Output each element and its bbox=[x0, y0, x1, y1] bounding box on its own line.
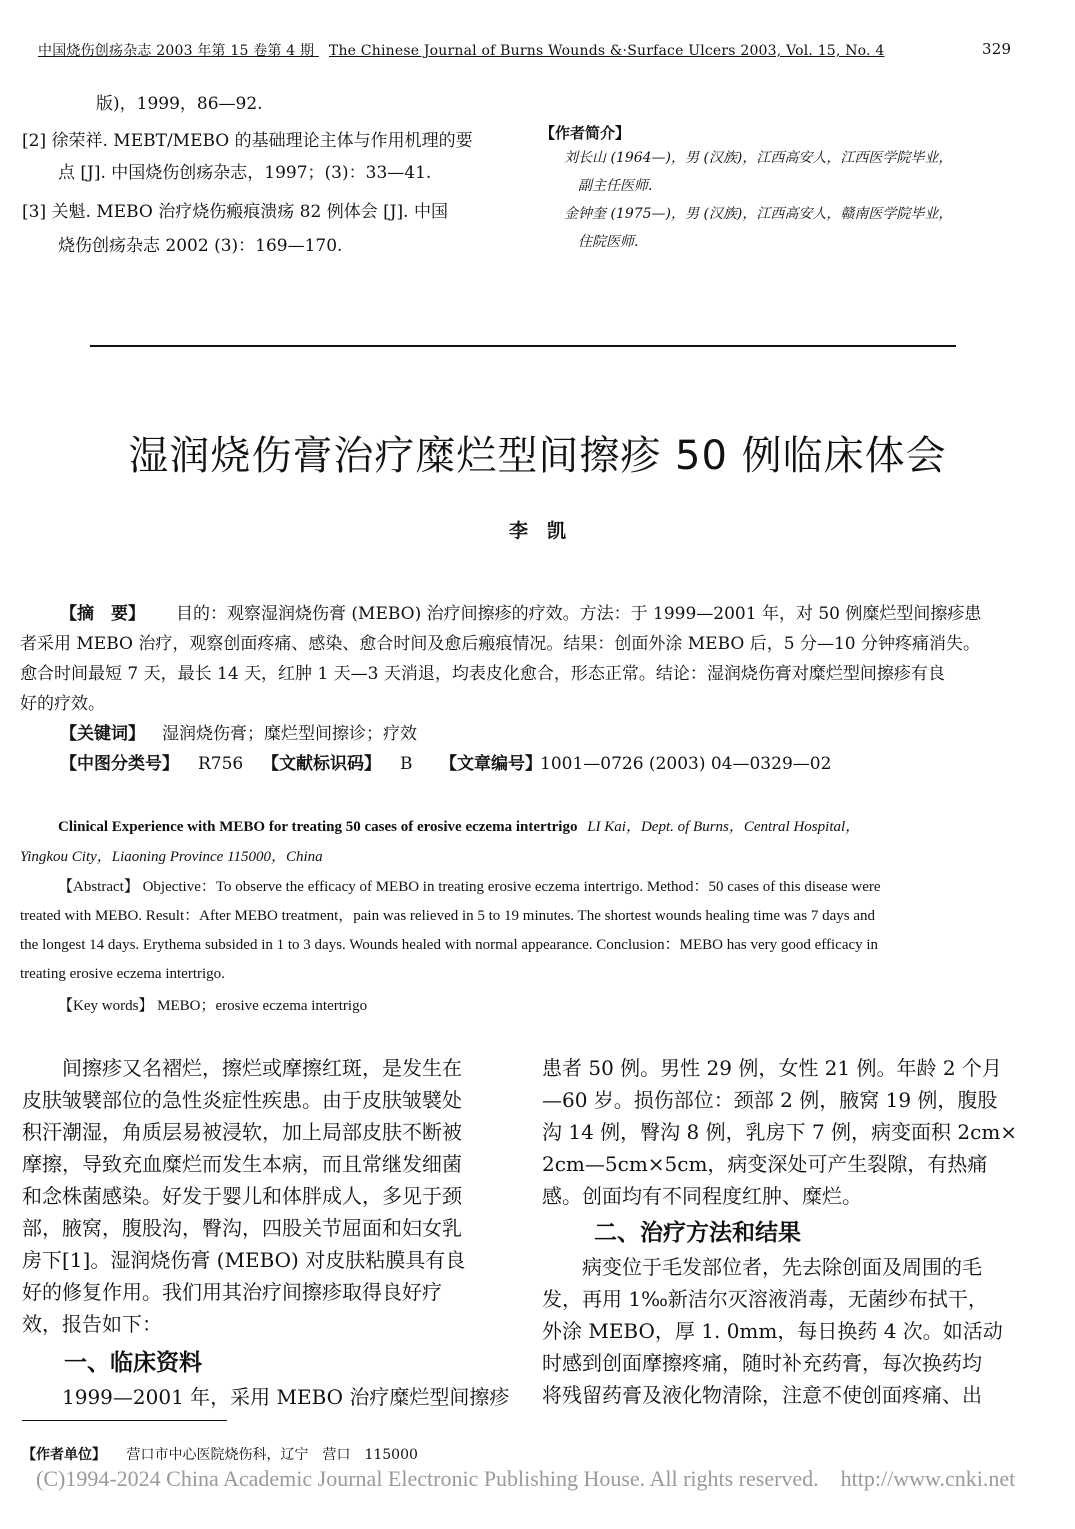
author-bio-line: 副主任医师. bbox=[578, 178, 653, 194]
reference-line: 版)，1999，86—92. bbox=[96, 94, 263, 114]
english-keywords: 【Key words】 MEBO；erosive eczema intertrigo bbox=[58, 998, 368, 1014]
body-left-line: 部，腋窝，腹股沟，臀沟，四股关节屈面和妇女乳 bbox=[22, 1216, 462, 1240]
body-left-line: 皮肤皱襞部位的急性炎症性疾患。由于皮肤皱襞处 bbox=[22, 1088, 462, 1112]
body-left-line: 摩擦，导致充血糜烂而发生本病，而且常继发细菌 bbox=[22, 1152, 462, 1176]
journal-cn: 中国烧伤创疡杂志 2003 年第 15 卷第 4 期 bbox=[38, 43, 315, 59]
reference-line: 烧伤创疡杂志 2002 (3)：169—170. bbox=[58, 236, 343, 256]
body-left-line: 效，报告如下： bbox=[22, 1312, 162, 1336]
article-no-label: 【文章编号】 bbox=[440, 754, 542, 774]
copyright-watermark: (C)1994-2024 China Academic Journal Electronic Publishing House. All rights reserved. http://www.cnki.net bbox=[36, 1466, 1016, 1491]
section-heading-treatment: 二、治疗方法和结果 bbox=[594, 1219, 801, 1246]
body-left-line: 和念株菌感染。好发于婴儿和体胖成人，多见于颈 bbox=[22, 1184, 462, 1208]
body-right-line: 患者 50 例。男性 29 例，女性 21 例。年龄 2 个月 bbox=[542, 1056, 1002, 1080]
body-left-line: 积汗潮湿，角质层易被浸软，加上局部皮肤不断被 bbox=[22, 1120, 462, 1144]
reference-3: [3] 关魁. MEBO 治疗烧伤瘢痕溃疡 82 例体会 [J]. 中国 bbox=[22, 202, 448, 222]
english-abstract-line: the longest 14 days. Erythema subsided in 1 to 3 days. Wounds healed with normal appearance. Conclusion：MEBO has very good efficacy in bbox=[20, 937, 879, 953]
english-abstract-line: treated with MEBO. Result：After MEBO treatment，pain was relieved in 5 to 19 minutes. The shortest wounds healing time was 7 days and bbox=[20, 908, 875, 924]
abstract-label: 【摘 要】 bbox=[60, 604, 145, 624]
body-right-line: 将残留药膏及液化物清除，注意不使创面疼痛、出 bbox=[542, 1383, 982, 1407]
footnote-text: 营口市中心医院烧伤科，辽宁 营口 115000 bbox=[126, 1447, 418, 1463]
doc-code-label: 【文献标识码】 bbox=[262, 754, 381, 774]
body-right-line: 感。创面均有不同程度红肿、糜烂。 bbox=[542, 1184, 862, 1208]
author-bio-line: 金钟奎 (1975—)，男 (汉族)，江西高安人，赣南医学院毕业， bbox=[564, 206, 953, 222]
body-right-line: 沟 14 例，臀沟 8 例，乳房下 7 例，病变面积 2cm× bbox=[542, 1120, 1018, 1144]
reference-line: 点 [J]. 中国烧伤创疡杂志，1997；(3)：33—41. bbox=[58, 163, 432, 183]
article-title: 湿润烧伤膏治疗糜烂型间擦疹 50 例临床体会 bbox=[128, 433, 947, 479]
english-title-line bbox=[58, 812, 860, 842]
clc-value: R756 bbox=[198, 754, 244, 774]
section-divider bbox=[90, 345, 956, 347]
footnote-rule bbox=[22, 1420, 227, 1421]
english-affiliation-line2: Yingkou City，Liaoning Province 115000，China bbox=[20, 849, 323, 865]
running-header bbox=[38, 40, 884, 60]
abstract-line: 愈合时间最短 7 天，最长 14 天，红肿 1 天—3 天消退，均表皮化愈合，形态正常。结论：湿润烧伤膏对糜烂型间擦疹有良 bbox=[20, 664, 945, 684]
body-left-line: 间擦疹又名褶烂，擦烂或摩擦红斑，是发生在 bbox=[22, 1056, 462, 1080]
section-heading-clinical: 一、临床资料 bbox=[64, 1349, 202, 1376]
body-right-line: 外涂 MEBO，厚 1. 0mm，每日换药 4 次。如活动 bbox=[542, 1319, 1003, 1343]
english-affiliation: LI Kai，Dept. of Burns，Central Hospital， bbox=[587, 819, 861, 835]
keywords-cn: 湿润烧伤膏；糜烂型间擦诊；疗效 bbox=[162, 724, 417, 744]
body-right-line: 发，再用 1‰新洁尔灭溶液消毒，无菌纱布拭干， bbox=[542, 1287, 988, 1311]
author-bio-heading: 【作者简介】 bbox=[540, 124, 631, 142]
english-abstract-line: treating erosive eczema intertrigo. bbox=[20, 966, 225, 982]
abstract-line: 目的：观察湿润烧伤膏 (MEBO) 治疗间擦疹的疗效。方法：于 1999—2001 年，对 50 例糜烂型间擦疹患 bbox=[176, 604, 982, 624]
abstract-line: 者采用 MEBO 治疗，观察创面疼痛、感染、愈合时间及愈后瘢痕情况。结果：创面外涂 MEBO 后，5 分—10 分钟疼痛消失。 bbox=[20, 634, 980, 654]
doc-code-value: B bbox=[400, 754, 413, 774]
english-title: Clinical Experience with MEBO for treating 50 cases of erosive eczema intertrigo bbox=[58, 819, 578, 835]
body-right-line: 时感到创面摩擦疼痛，随时补充药膏，每次换药均 bbox=[542, 1351, 982, 1375]
english-abstract-line: 【Abstract】 Objective：To observe the efficacy of MEBO in treating erosive eczema intertrigo. Method：50 cases of this disease were bbox=[58, 879, 881, 895]
footnote bbox=[22, 1444, 418, 1464]
page-number: 329 bbox=[982, 40, 1012, 58]
article-no-value: 1001—0726 (2003) 04—0329—02 bbox=[540, 754, 832, 774]
author-bio-line: 刘长山 (1964—)，男 (汉族)，江西高安人，江西医学院毕业， bbox=[564, 150, 953, 166]
keywords-label: 【关键词】 bbox=[60, 724, 145, 744]
body-right-line: —60 岁。损伤部位：颈部 2 例，腋窝 19 例，腹股 bbox=[542, 1088, 998, 1112]
body-right-line: 2cm—5cm×5cm，病变深处可产生裂隙，有热痛 bbox=[542, 1152, 988, 1176]
body-left-line: 房下[1]。湿润烧伤膏 (MEBO) 对皮肤粘膜具有良 bbox=[22, 1248, 466, 1272]
footnote-label: 【作者单位】 bbox=[22, 1447, 106, 1463]
article-author: 李 凯 bbox=[508, 520, 566, 542]
body-right-line: 病变位于毛发部位者，先去除创面及周围的毛 bbox=[542, 1255, 982, 1279]
abstract-line: 好的疗效。 bbox=[20, 694, 105, 714]
author-bio-line: 住院医师. bbox=[578, 234, 639, 250]
body-left-line: 好的修复作用。我们用其治疗间擦疹取得良好疗 bbox=[22, 1280, 442, 1304]
body-left-line: 1999—2001 年，采用 MEBO 治疗糜烂型间擦疹 bbox=[22, 1385, 510, 1409]
journal-en: The Chinese Journal of Burns Wounds &·Surface Ulcers 2003, Vol. 15, No. 4 bbox=[328, 43, 885, 59]
reference-2: [2] 徐荣祥. MEBT/MEBO 的基础理论主体与作用机理的要 bbox=[22, 131, 473, 151]
clc-label: 【中图分类号】 bbox=[60, 754, 179, 774]
